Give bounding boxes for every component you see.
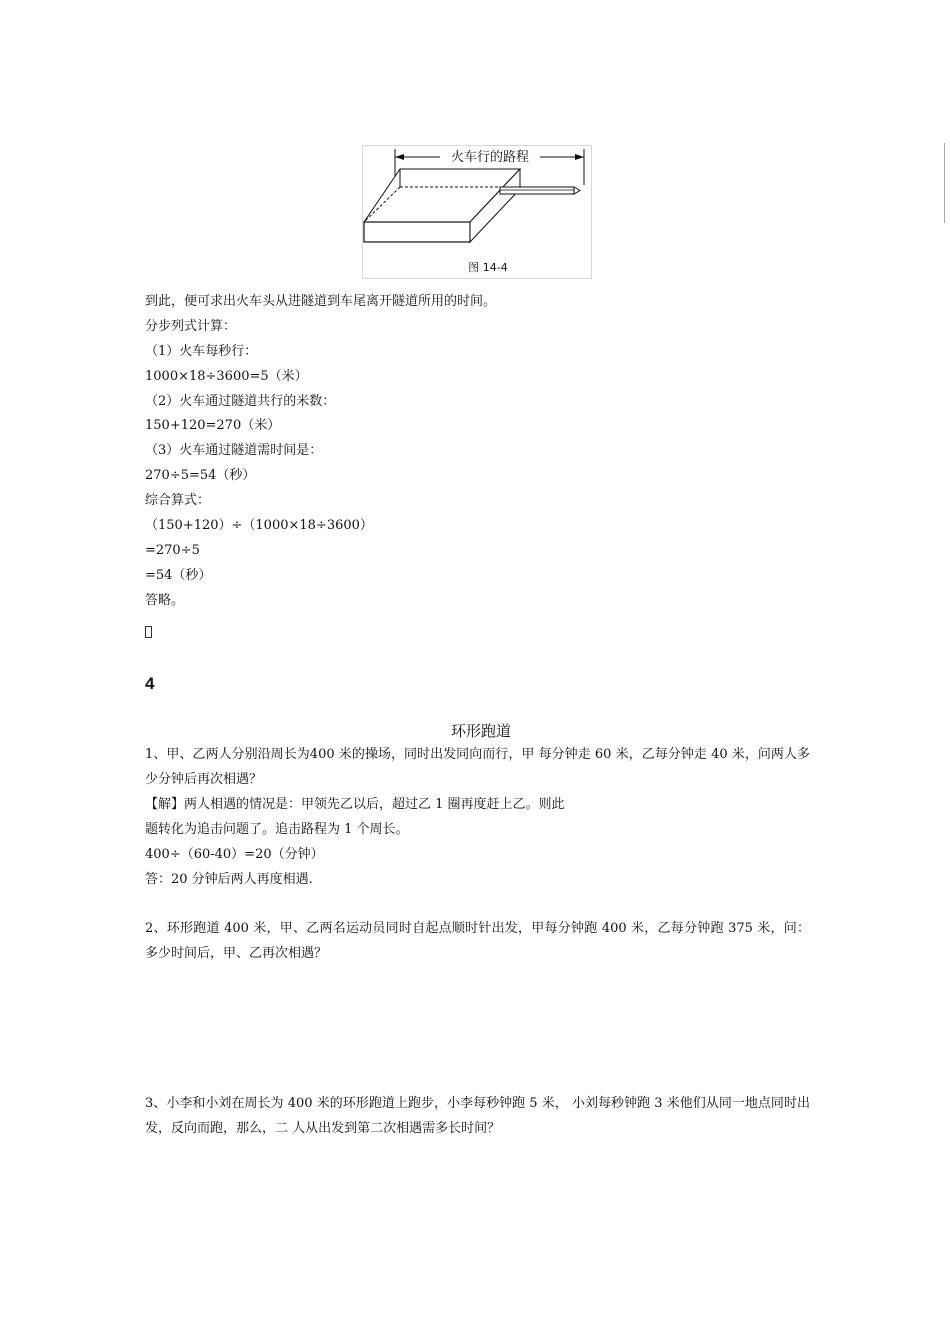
figure-top-label: 火车行的路程 <box>450 150 530 165</box>
section-number: 4 <box>145 674 155 693</box>
text-line: 分步列式计算： <box>145 319 237 334</box>
text-line: 270÷5=54（秒） <box>145 468 256 483</box>
problem-2: 2、环形跑道 400 米，甲、乙两名运动员同时自起点顺时针出发，甲每分钟跑 400 米，乙每分钟跑 375 米，问：多少时间后，甲、乙再次相遇？ <box>145 921 810 961</box>
placeholder-glyph <box>145 626 152 638</box>
solution-1-line: 400÷（60-40）=20（分钟） <box>145 847 324 862</box>
solution-1-line: 题转化为追击问题了。追击路程为 1 个周长。 <box>145 822 409 837</box>
problem-1: 1、甲、乙两人分别沿周长为400 米的操场，同时出发同向而行，甲 每分钟走 60 米，乙每分钟走 40 米，问两人多少分钟后再次相遇？ <box>145 747 810 787</box>
page-edge-mark <box>944 143 945 223</box>
solution-1-line: 【解】两人相遇的情况是：甲领先乙以后，超过乙 1 圈再度赶上乙。则此 <box>145 797 565 812</box>
problem-3: 3、小李和小刘在周长为 400 米的环形跑道上跑步，小李每秒钟跑 5 米， 小刘每秒钟跑 3 米他们从同一地点同时出发，反向而跑，那么，二 人从出发到第二次相遇需多长时间？ <box>145 1096 810 1136</box>
text-line: （2）火车通过隧道共行的米数： <box>145 394 336 409</box>
text-line: 150+120=270（米） <box>145 418 281 433</box>
text-line: （1）火车每秒行： <box>145 344 258 359</box>
text-line: （150+120）÷（1000×18÷3600） <box>145 518 373 533</box>
figure-caption: 图 14-4 <box>468 261 508 274</box>
text-line: =54（秒） <box>145 568 212 583</box>
text-line: 到此，便可求出火车头从进隧道到车尾离开隧道所用的时间。 <box>145 294 497 309</box>
text-line: （3）火车通过隧道需时间是： <box>145 443 323 458</box>
text-line: =270÷5 <box>145 543 200 558</box>
text-line: 答略。 <box>145 593 185 608</box>
train-tunnel-diagram <box>362 145 592 279</box>
solution-1-line: 答：20 分钟后两人再度相遇. <box>145 872 313 887</box>
text-line: 综合算式： <box>145 493 211 508</box>
train-tunnel-figure <box>362 145 592 279</box>
section-title: 环形跑道 <box>450 722 511 740</box>
text-line: 1000×18÷3600=5（米） <box>145 369 308 384</box>
